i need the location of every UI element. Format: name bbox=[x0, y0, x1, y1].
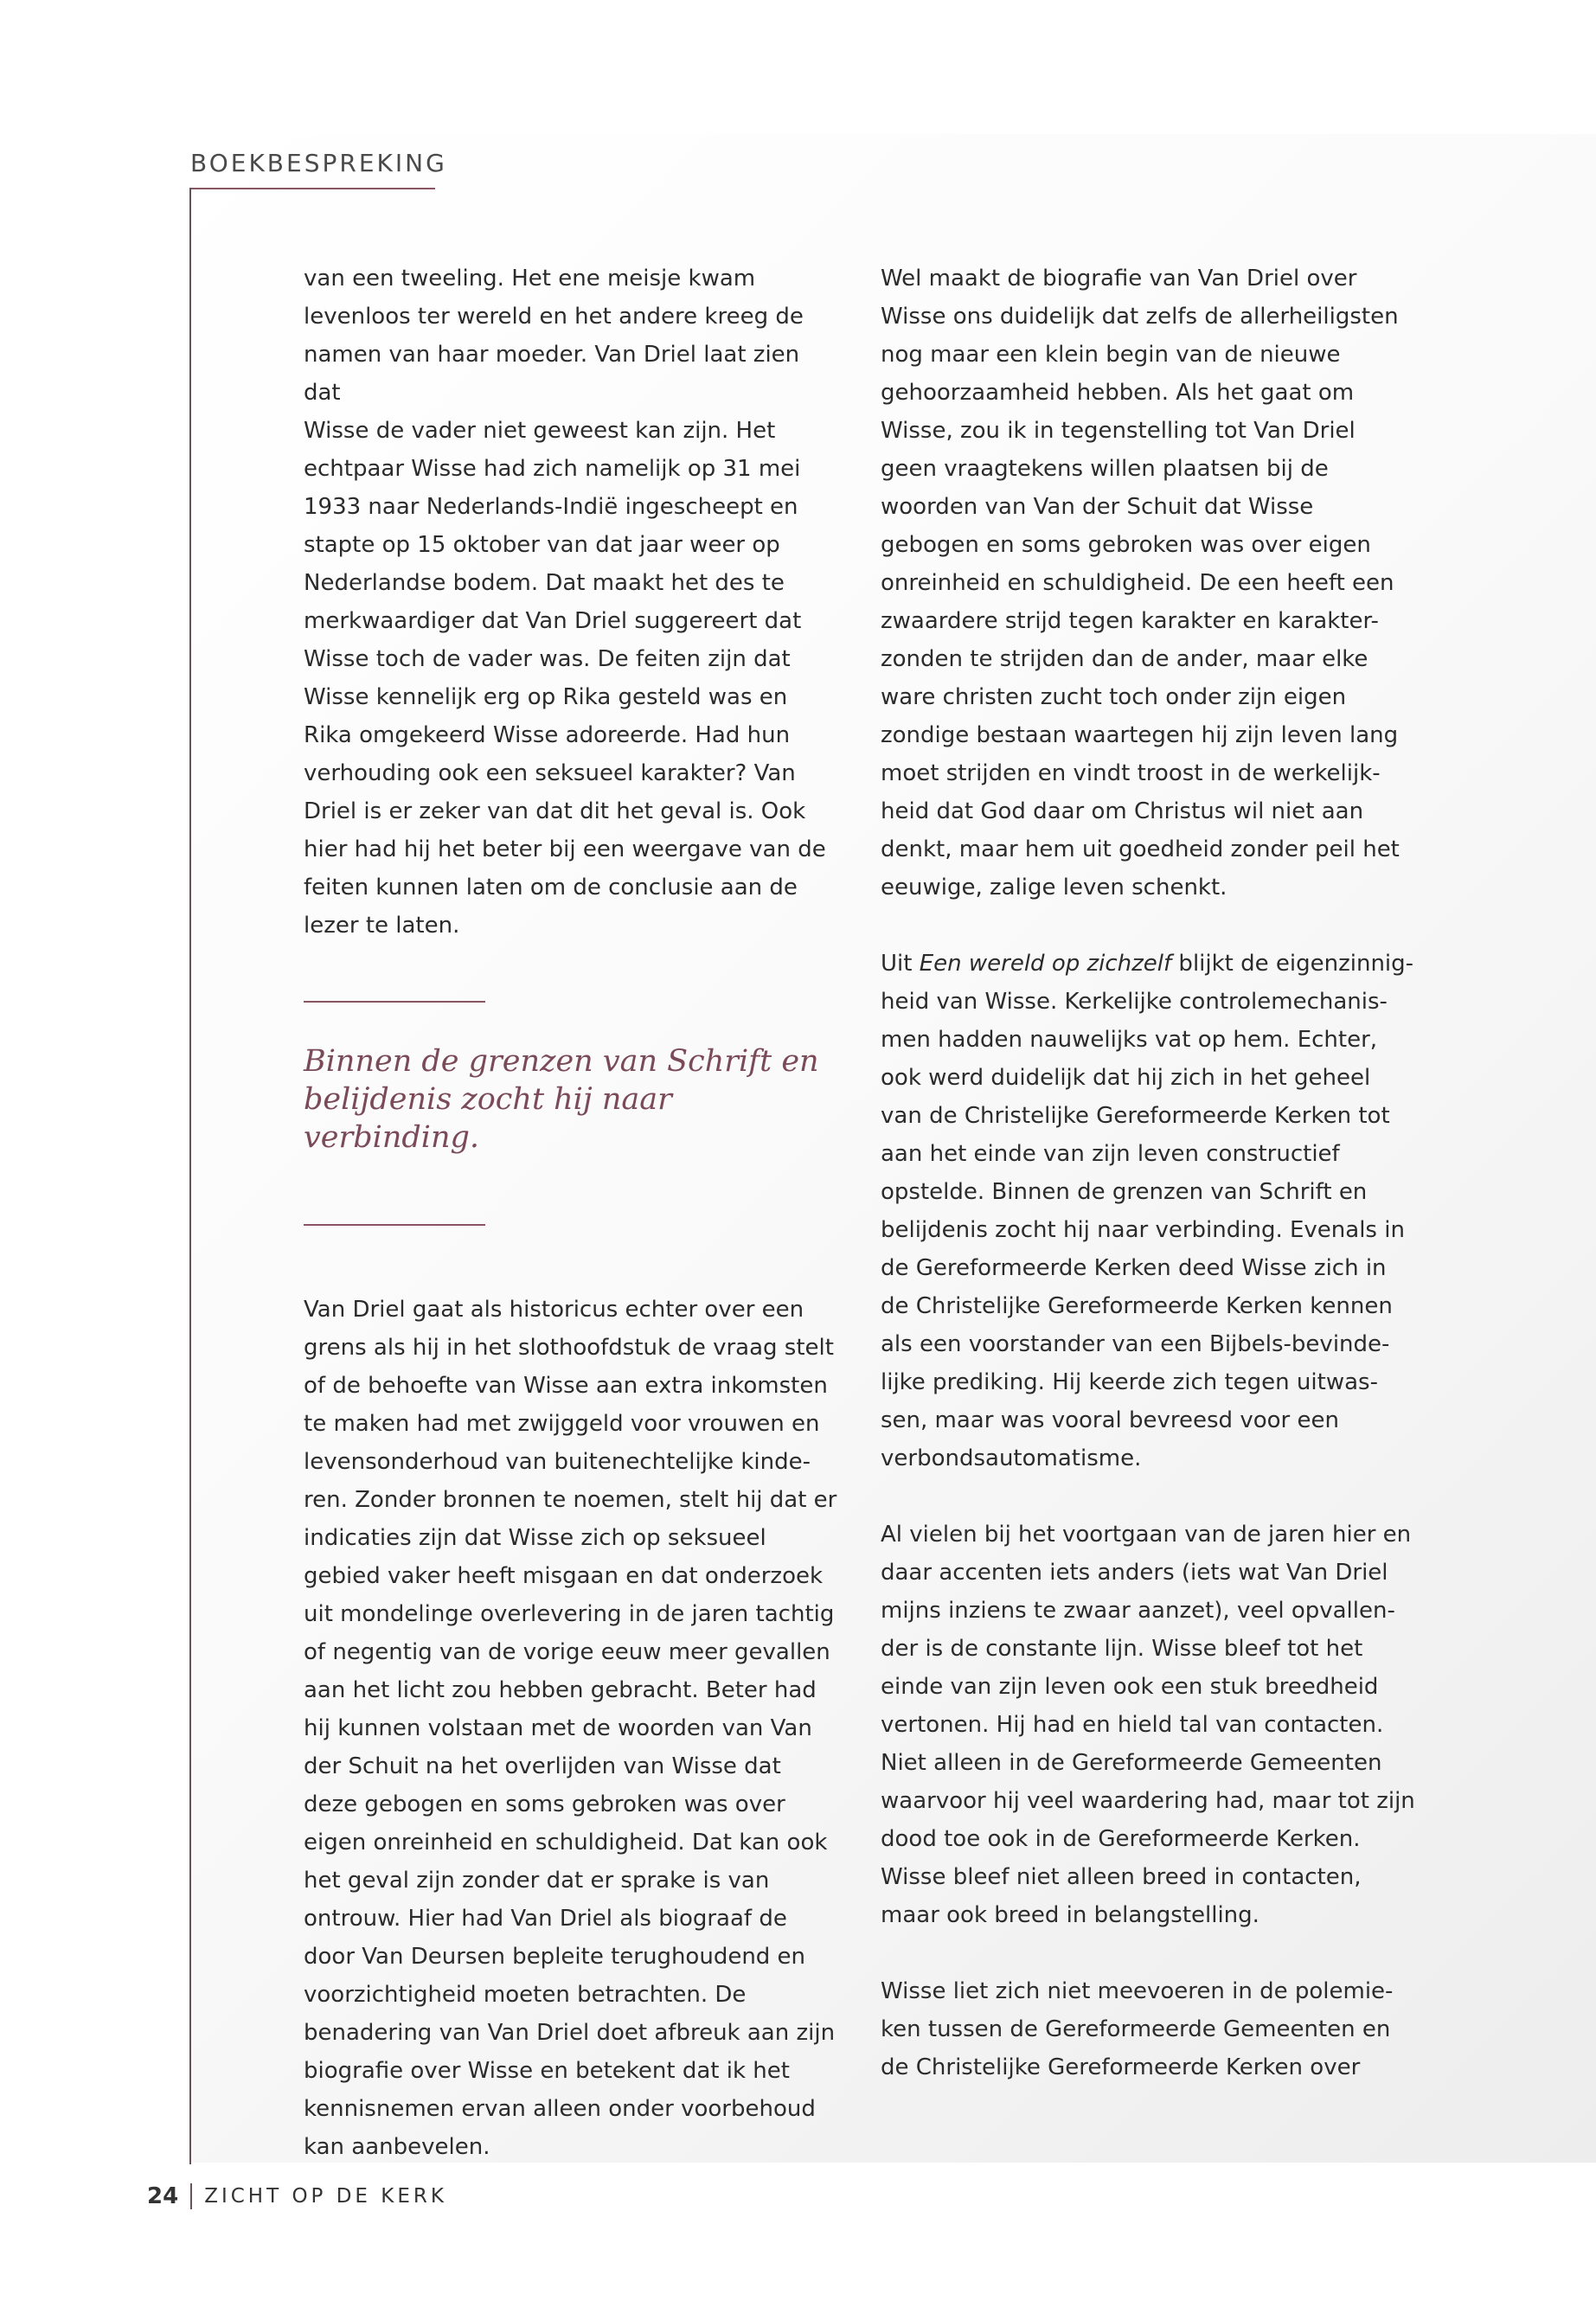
page-footer bbox=[147, 2183, 447, 2209]
section-label: BOEKBESPREKING bbox=[190, 149, 447, 177]
left-paragraph-1: van een tweeling. Het ene meisje kwam levenloos ter wereld en het andere kreeg de namen van haar moeder. Van Driel laat zien dat Wisse de vader niet geweest kan zijn. Het echtpaar Wisse had zich namelijk op 31 mei 1933 naar Nederlands-Indië ingescheept en stapte op 15 oktober van dat jaar weer op Nederlandse bodem. Dat maakt het des te merkwaardiger dat Van Driel suggereert dat Wisse toch de vader was. De feiten zijn dat Wisse kennelijk erg op Rika gesteld was en Rika omgekeerd Wisse adoreerde. Had hun verhouding ook een seksueel karakter? Van Driel is er zeker van dat dit het geval is. Ook hier had hij het beter bij een weergave van de feiten kunnen laten om de conclusie aan de lezer te laten. bbox=[304, 266, 826, 939]
footer-separator bbox=[190, 2183, 192, 2209]
paragraph-text: Uit bbox=[881, 951, 920, 977]
right-paragraph-3: Al vielen bij het voortgaan van de jaren hier en daar accenten iets anders (iets wat Van Driel mijns inziens te zwaar aanzet), veel opvallen- der is de constante lijn. Wisse bleef tot het einde van zijn leven ook een stuk breedheid vertonen. Hij had en hield tal van contacten. Niet alleen in de Gereformeerde Gemeenten waarvoor hij veel waardering had, maar tot zijn dood toe ook in de Gereformeerde Kerken. Wisse bleef niet alleen breed in contacten, maar ook breed in belangstelling. bbox=[881, 1522, 1415, 1928]
right-column bbox=[881, 260, 1417, 2086]
magazine-title: ZICHT OP DE KERK bbox=[204, 2185, 447, 2208]
right-paragraph-2 bbox=[881, 945, 1417, 1477]
right-paragraph-4: Wisse liet zich niet meevoeren in de polemie- ken tussen de Gereformeerde Gemeenten en de Christelijke Gereformeerde Kerken over bbox=[881, 1978, 1394, 2080]
section-label-underline bbox=[190, 188, 435, 189]
book-title: Een wereld op zichzelf bbox=[919, 951, 1172, 977]
pull-quote: Binnen de grenzen van Schrift en belijdenis zocht hij naar verbinding. bbox=[304, 1044, 819, 1155]
left-paragraph-2: Van Driel gaat als historicus echter over een grens als hij in het slothoofdstuk de vraag stelt of de behoefte van Wisse aan extra inkomsten te maken had met zwijggeld voor vrouwen en levensonderhoud van buitenechtelijke kinde- ren. Zonder bronnen te noemen, stelt hij dat er indicaties zijn dat Wisse zich op seksueel gebied vaker heeft misgaan en dat onderzoek uit mondelinge overlevering in de jaren tachtig of negentig van de vorige eeuw meer gevallen aan het licht zou hebben gebracht. Beter had hij kunnen volstaan met de woorden van Van der Schuit na het overlijden van Wisse dat deze gebogen en soms gebroken was over eigen onreinheid en schuldigheid. Dat kan ook het geval zijn zonder dat er sprake is van ontrouw. Hier had Van Driel als biograaf de door Van Deursen bepleite terughoudend en voorzichtigheid moeten betrachten. De benadering van Van Driel doet afbreuk aan zijn biografie over Wisse en betekent dat ik het kennisnemen ervan alleen onder voorbehoud kan aanbevelen. bbox=[304, 1297, 837, 2160]
margin-vertical-rule bbox=[189, 188, 191, 2164]
paragraph-text: blijkt de eigenzinnig- heid van Wisse. Kerkelijke controlemechanis- men hadden nauwelijks vat op hem. Echter, ook werd duidelijk dat hij zich in het geheel van de Christelijke Gereformeerde Kerken tot aan het einde van zijn leven constructief opstelde. Binnen de grenzen van Schrift en belijdenis zocht hij naar verbinding. Evenals in de Gereformeerde Kerken deed Wisse zich in de Christelijke Gereformeerde Kerken kennen als een voorstander van een Bijbels-bevinde- lijke prediking. Hij keerde zich tegen uitwas- sen, maar was vooral bevreesd voor een verbondsautomatisme. bbox=[881, 951, 1414, 1471]
page-number: 24 bbox=[147, 2183, 179, 2209]
right-paragraph-1: Wel maakt de biografie van Van Driel over Wisse ons duidelijk dat zelfs de allerheiligsten nog maar een klein begin van de nieuwe gehoorzaamheid hebben. Als het gaat om Wisse, zou ik in tegenstelling tot Van Driel geen vraagtekens willen plaatsen bij de woorden van Van der Schuit dat Wisse gebogen en soms gebroken was over eigen onreinheid en schuldigheid. De een heeft een zwaardere strijd tegen karakter en karakter- zonden te strijden dan de ander, maar elke ware christen zucht toch onder zijn eigen zondige bestaan waartegen hij zijn leven lang moet strijden en vindt troost in de werkelijk- heid dat God daar om Christus wil niet aan denkt, maar hem uit goedheid zonder peil het eeuwige, zalige leven schenkt. bbox=[881, 266, 1400, 901]
left-column bbox=[304, 260, 840, 2166]
